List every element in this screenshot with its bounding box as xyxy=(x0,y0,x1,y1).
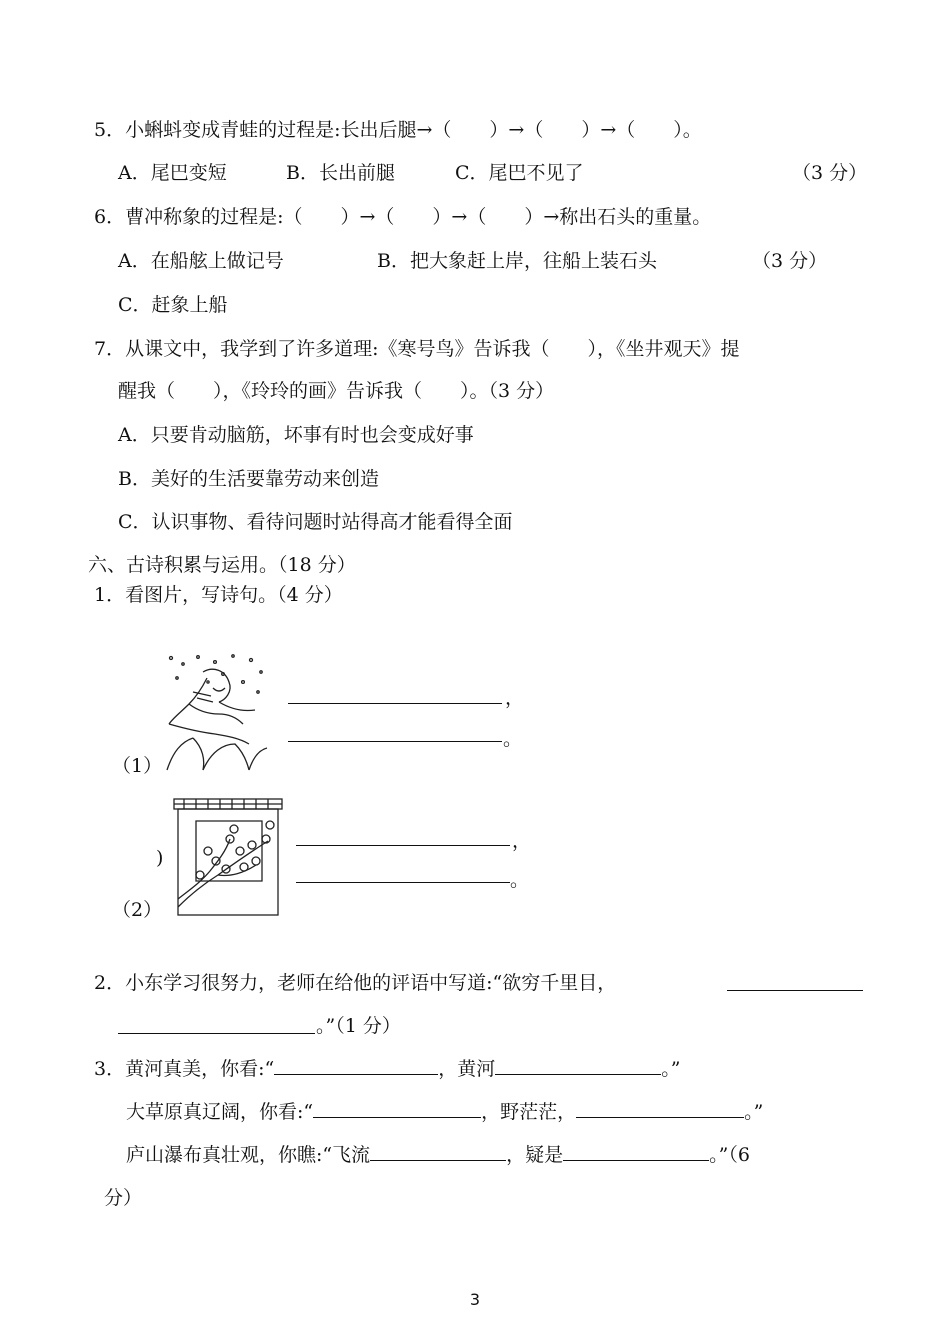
q3-blank-4[interactable] xyxy=(576,1099,744,1118)
q3-blank-1[interactable] xyxy=(274,1056,438,1075)
q3-line2-a: 大草原真辽阔，你看:“ xyxy=(126,1101,314,1123)
q5-score: （3 分） xyxy=(792,162,868,184)
poem2-mark: ) xyxy=(156,847,164,869)
q7-option-a: A．只要肯动脑筋，坏事有时也会变成好事 xyxy=(118,424,474,446)
q5-option-a: A．尾巴变短 xyxy=(118,162,227,184)
q7-line2: 醒我（ ），《玲玲的画》告诉我（ ）。（3 分） xyxy=(118,380,555,402)
q5-option-c: C．尾巴不见了 xyxy=(455,162,584,184)
q3-line3-b: ，疑是 xyxy=(506,1144,564,1166)
section6-q2-line2-end: 。”（1 分） xyxy=(316,1015,401,1037)
q3-line3 xyxy=(126,1142,750,1168)
q6-stem: 6．曹冲称象的过程是:（ ）→（ ）→（ ）→称出石头的重量。 xyxy=(94,206,712,228)
section6-q1-title: 1．看图片，写诗句。（4 分） xyxy=(94,584,343,606)
q3-line1-c: 。” xyxy=(661,1058,681,1080)
q3-line2-b: ，野茫茫， xyxy=(481,1101,577,1123)
q3-line1-b: ，黄河 xyxy=(438,1058,496,1080)
plum-blossom-illustration xyxy=(170,795,286,917)
q3-line2-c: 。” xyxy=(744,1101,764,1123)
poem1-blank-2[interactable] xyxy=(288,741,502,742)
q3-line3-a: 庐山瀑布真壮观，你瞧:“飞流 xyxy=(126,1144,371,1166)
q3-line1-a: 3．黄河真美，你看:“ xyxy=(94,1058,275,1080)
poem1-label: （1） xyxy=(112,755,163,777)
q3-blank-5[interactable] xyxy=(370,1142,506,1161)
poem2-blank-2[interactable] xyxy=(296,882,510,883)
q6-option-c: C．赶象上船 xyxy=(118,294,228,316)
q6-option-b: B．把大象赶上岸，往船上装石头 xyxy=(377,250,657,272)
poem1-period: 。 xyxy=(503,728,523,750)
q3-blank-6[interactable] xyxy=(563,1142,709,1161)
q3-line4: 分） xyxy=(104,1187,143,1209)
poem2-period: 。 xyxy=(510,869,530,891)
poem2-comma: ， xyxy=(512,830,532,852)
poem2-label: （2） xyxy=(112,899,163,921)
poem1-blank-1[interactable] xyxy=(288,703,502,704)
poem1-comma: ， xyxy=(505,687,525,709)
q7-line1: 7．从课文中，我学到了许多道理:《寒号鸟》告诉我（ ），《坐井观天》提 xyxy=(94,338,740,360)
q3-line2 xyxy=(126,1099,763,1125)
q6-score: （3 分） xyxy=(752,250,828,272)
section6-q2-line1: 2．小东学习很努力，老师在给他的评语中写道:“欲穷千里目， xyxy=(94,972,617,994)
q3-blank-3[interactable] xyxy=(313,1099,481,1118)
q2-blank-1[interactable] xyxy=(727,990,863,991)
poem2-blank-1[interactable] xyxy=(296,845,510,846)
page-number: 3 xyxy=(469,1290,481,1309)
q3-line3-c: 。”（6 xyxy=(709,1144,750,1166)
q2-blank-2[interactable] xyxy=(118,1033,315,1034)
q3-line1 xyxy=(94,1056,680,1082)
q7-option-c: C．认识事物、看待问题时站得高才能看得全面 xyxy=(118,511,513,533)
section6-title: 六、古诗积累与运用。（18 分） xyxy=(88,554,356,576)
q5-option-b: B．长出前腿 xyxy=(286,162,395,184)
q3-blank-2[interactable] xyxy=(495,1056,661,1075)
q6-option-a: A．在船舷上做记号 xyxy=(118,250,284,272)
q7-option-b: B．美好的生活要靠劳动来创造 xyxy=(118,468,379,490)
poet-snow-illustration xyxy=(163,652,269,772)
q5-stem: 5．小蝌蚪变成青蛙的过程是:长出后腿→（ ）→（ ）→（ ）。 xyxy=(94,119,702,141)
